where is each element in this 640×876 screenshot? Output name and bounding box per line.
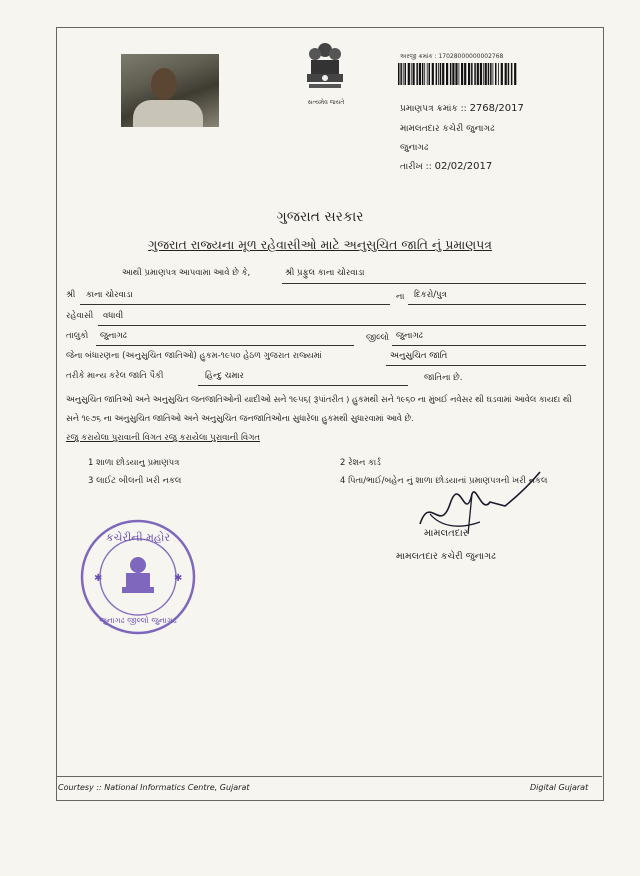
document-item: 2 રેશન કાર્ડ bbox=[340, 458, 381, 468]
barcode-bar bbox=[495, 63, 497, 85]
barcode-bar bbox=[505, 63, 507, 85]
svg-text:✱: ✱ bbox=[94, 573, 103, 584]
certificate-number-label: પ્રમાણપત્ર ક્રમાંક :: bbox=[400, 104, 467, 114]
legal-paragraph: અનુસુચિત જાતિઓ અને અનુસુચિત જનજાતિઓની યાદીઓ સને ૧૯૫૬( રૂપાંતરીત ) હુકમથી સને ૧૯૬૦ ના મુંબઈ નવેસર થી ઘડવામાં આવેલ કાયદા થી સને ૧૯૭૬ ના અનુસુચિત જાતિઓ અને અનુસુચિત જનજાતિઓના સુધારેલા હુકમથી સુધારવામાં આવે છે. bbox=[66, 394, 572, 423]
barcode-bar bbox=[493, 63, 494, 85]
barcode bbox=[398, 63, 518, 85]
barcode-bar bbox=[477, 63, 479, 85]
signatory-office: મામલતદાર કચેરી જુનાગઢ bbox=[396, 551, 496, 562]
issue-date: 02/02/2017 bbox=[434, 161, 493, 172]
intro-text: આથી પ્રમાણપત્ર આપવામા આવે છે કે, bbox=[122, 268, 251, 278]
certificate-number: 2768/2017 bbox=[469, 103, 524, 114]
footer-courtesy: Courtesy :: National Informatics Centre, Gujarat bbox=[58, 783, 250, 792]
government-heading: ગુજરાત સરકાર bbox=[276, 209, 364, 225]
barcode-bar bbox=[468, 63, 470, 85]
barcode-bar bbox=[501, 63, 503, 85]
documents-heading: રજુ કરાયેલા પુરાવાની વિગત રજુ કરાયેલા પુરાવાની વિગત bbox=[66, 433, 261, 443]
barcode-bar bbox=[508, 63, 510, 85]
barcode-bar bbox=[403, 63, 404, 85]
taluka-label: તાલુકો bbox=[66, 331, 89, 341]
taluka: જુનાગઢ bbox=[100, 331, 127, 341]
barcode-bar bbox=[413, 63, 415, 85]
barcode-bar bbox=[450, 63, 452, 85]
barcode-bar bbox=[480, 63, 482, 85]
barcode-bar bbox=[419, 63, 421, 85]
barcode-bar bbox=[474, 63, 476, 85]
barcode-bar bbox=[471, 63, 473, 85]
document-item: 1 શાળા છોડયાનુ પ્રમાણપત્ર bbox=[88, 458, 180, 468]
district: જુનાગઢ bbox=[396, 331, 423, 341]
barcode-bar bbox=[432, 63, 434, 85]
relation: દિકરો/પુત્ર bbox=[414, 290, 447, 300]
order-text: જેના બંધારણના (અનુસુચિત જાતિઓ) હુકમ-૧૯૫૦ હેઠળ ગુજરાત રાજ્યમાં bbox=[66, 351, 322, 361]
caste-suffix: જાતિના છે. bbox=[424, 373, 463, 383]
barcode-bar bbox=[485, 63, 487, 85]
barcode-bar bbox=[416, 63, 418, 85]
signatory-title: મામલતદાર bbox=[424, 528, 468, 539]
footer-brand: Digital Gujarat bbox=[530, 783, 589, 792]
barcode-bar bbox=[400, 63, 402, 85]
na-label: ના bbox=[396, 292, 405, 302]
barcode-bar bbox=[436, 63, 438, 85]
certificate-number-row bbox=[400, 103, 524, 114]
issuing-city: જુનાગઢ bbox=[400, 143, 429, 153]
emblem-caption: સત્યમેવ જયતે bbox=[307, 99, 345, 106]
barcode-bar bbox=[429, 63, 431, 85]
barcode-bar bbox=[490, 63, 492, 85]
village: વધાવી bbox=[103, 311, 124, 321]
barcode-bar bbox=[427, 63, 428, 85]
svg-text:✱: ✱ bbox=[174, 573, 183, 584]
barcode-bar bbox=[461, 63, 463, 85]
barcode-bar bbox=[446, 63, 448, 85]
district-label: જીલ્લો bbox=[366, 333, 390, 343]
barcode-bar bbox=[511, 63, 513, 85]
barcode-bar bbox=[498, 63, 499, 85]
barcode-bar bbox=[398, 63, 400, 85]
applicant-name: શ્રી પ્રફુલ કાના ચોરવાડા bbox=[285, 268, 365, 278]
barcode-bar bbox=[459, 63, 460, 85]
barcode-bar bbox=[488, 63, 490, 85]
applicant-photo bbox=[121, 54, 219, 127]
barcode-bar bbox=[464, 63, 466, 85]
document-item: 4 પિતા/ભાઈ/બહેન નું શાળા છોડયાનાં પ્રમાણપત્રની ખરી નકલ bbox=[340, 476, 548, 486]
barcode-bar bbox=[424, 63, 425, 85]
shri-label: શ્રી bbox=[66, 290, 76, 300]
svg-text:જુનાગઢ જીલ્લો જુનાગઢ: જુનાગઢ જીલ્લો જુનાગઢ bbox=[99, 616, 177, 625]
issue-date-row bbox=[400, 161, 492, 172]
recognized-label: તરીકે માન્ય કરેલ જાતિ પૈકી bbox=[66, 371, 164, 381]
barcode-bar bbox=[483, 63, 484, 85]
barcode-bar bbox=[408, 63, 410, 85]
barcode-bar bbox=[422, 63, 424, 85]
barcode-bar bbox=[405, 63, 407, 85]
barcode-bar bbox=[438, 63, 439, 85]
village-label: રહેવાસી bbox=[66, 311, 94, 321]
barcode-bar bbox=[455, 63, 457, 85]
barcode-bar bbox=[440, 63, 442, 85]
certificate-title: ગુજરાત રાજ્યના મૂળ રહેવાસીઓ માટે અનુસુચિત જાતિ નું પ્રમાણપત્ર bbox=[148, 237, 492, 252]
category: અનુસુચિત જાતિ bbox=[390, 351, 448, 361]
ashoka-emblem-icon bbox=[301, 40, 349, 104]
barcode-bar bbox=[452, 63, 454, 85]
application-number: અરજી ક્રમાંક : 17028000000002768 bbox=[400, 53, 504, 60]
issuing-office: મામલતદાર કચેરી જુનાગઢ bbox=[400, 124, 495, 134]
barcode-bar bbox=[514, 63, 516, 85]
barcode-bar bbox=[442, 63, 444, 85]
issue-date-label: તારીખ :: bbox=[400, 162, 432, 172]
office-seal-icon bbox=[78, 519, 198, 635]
svg-text:કચેરીની મહોર: કચેરીની મહોર bbox=[105, 531, 171, 544]
document-item: 3 લાઈટ બીલની ખરી નકલ bbox=[88, 476, 182, 486]
father-name: કાના ચોરવાડા bbox=[86, 290, 133, 300]
barcode-bar bbox=[411, 63, 412, 85]
caste: હિન્દુ ચમાર bbox=[205, 371, 244, 381]
